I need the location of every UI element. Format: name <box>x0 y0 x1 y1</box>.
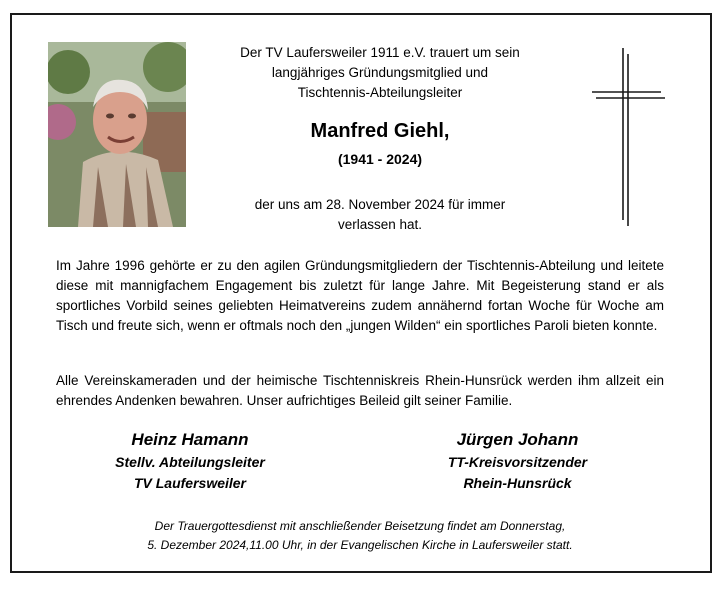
signatory-role: TT-Kreisvorsitzender <box>447 454 588 470</box>
signatory-org: TV Laufersweiler <box>133 475 247 491</box>
portrait-photo <box>48 42 186 227</box>
signatory-org: Rhein-Hunsrück <box>463 475 572 491</box>
passed-line: der uns am 28. November 2024 für immer <box>254 197 506 212</box>
signatory-name: Heinz Hamann <box>131 430 249 449</box>
service-line: 5. Dezember 2024,11.00 Uhr, in der Evangelischen Kirche in Laufersweiler statt. <box>147 538 573 552</box>
signatory-name: Jürgen Johann <box>456 430 579 449</box>
signatory-role: Stellv. Abteilungsleiter <box>115 454 265 470</box>
service-line: Der Trauergottesdienst mit anschließender Beisetzung findet am Donnerstag, <box>154 519 566 533</box>
signature-left <box>85 428 295 494</box>
intro-text <box>200 43 560 103</box>
cross-icon <box>588 48 668 233</box>
life-years: (1941 - 2024) <box>337 151 423 167</box>
signature-right <box>410 428 625 494</box>
passed-line: verlassen hat. <box>337 217 423 232</box>
paragraph-condolence: Alle Vereinskameraden und der heimische Tischtenniskreis Rhein-Hunsrück werden ihm allzeit ein ehrendes Andenken bewahren. Unser aufrichtiges Beileid gilt seiner Familie. <box>56 373 664 408</box>
intro-line: langjähriges Gründungsmitglied und <box>271 65 489 80</box>
deceased-name: Manfred Giehl, <box>310 120 450 142</box>
intro-line: Der TV Laufersweiler 1911 e.V. trauert um sein <box>240 45 520 60</box>
service-info <box>60 517 660 555</box>
intro-line: Tischtennis-Abteilungsleiter <box>297 85 463 100</box>
passed-text <box>220 195 540 235</box>
paragraph-history: Im Jahre 1996 gehörte er zu den agilen Gründungsmitgliedern der Tischtennis-Abteilung und leitete diese mit mannigfachem Engagement bis zuletzt für lange Jahre. Mit Begeisterung stand er als sportliches Vorbild seines geliebten Heimatvereins zudem annähernd fortan Woche für Woche am Tisch und freute sich, wenn er oftmals noch den „jungen Wilden“ ein sportliches Paroli bieten konnte. <box>56 258 664 333</box>
